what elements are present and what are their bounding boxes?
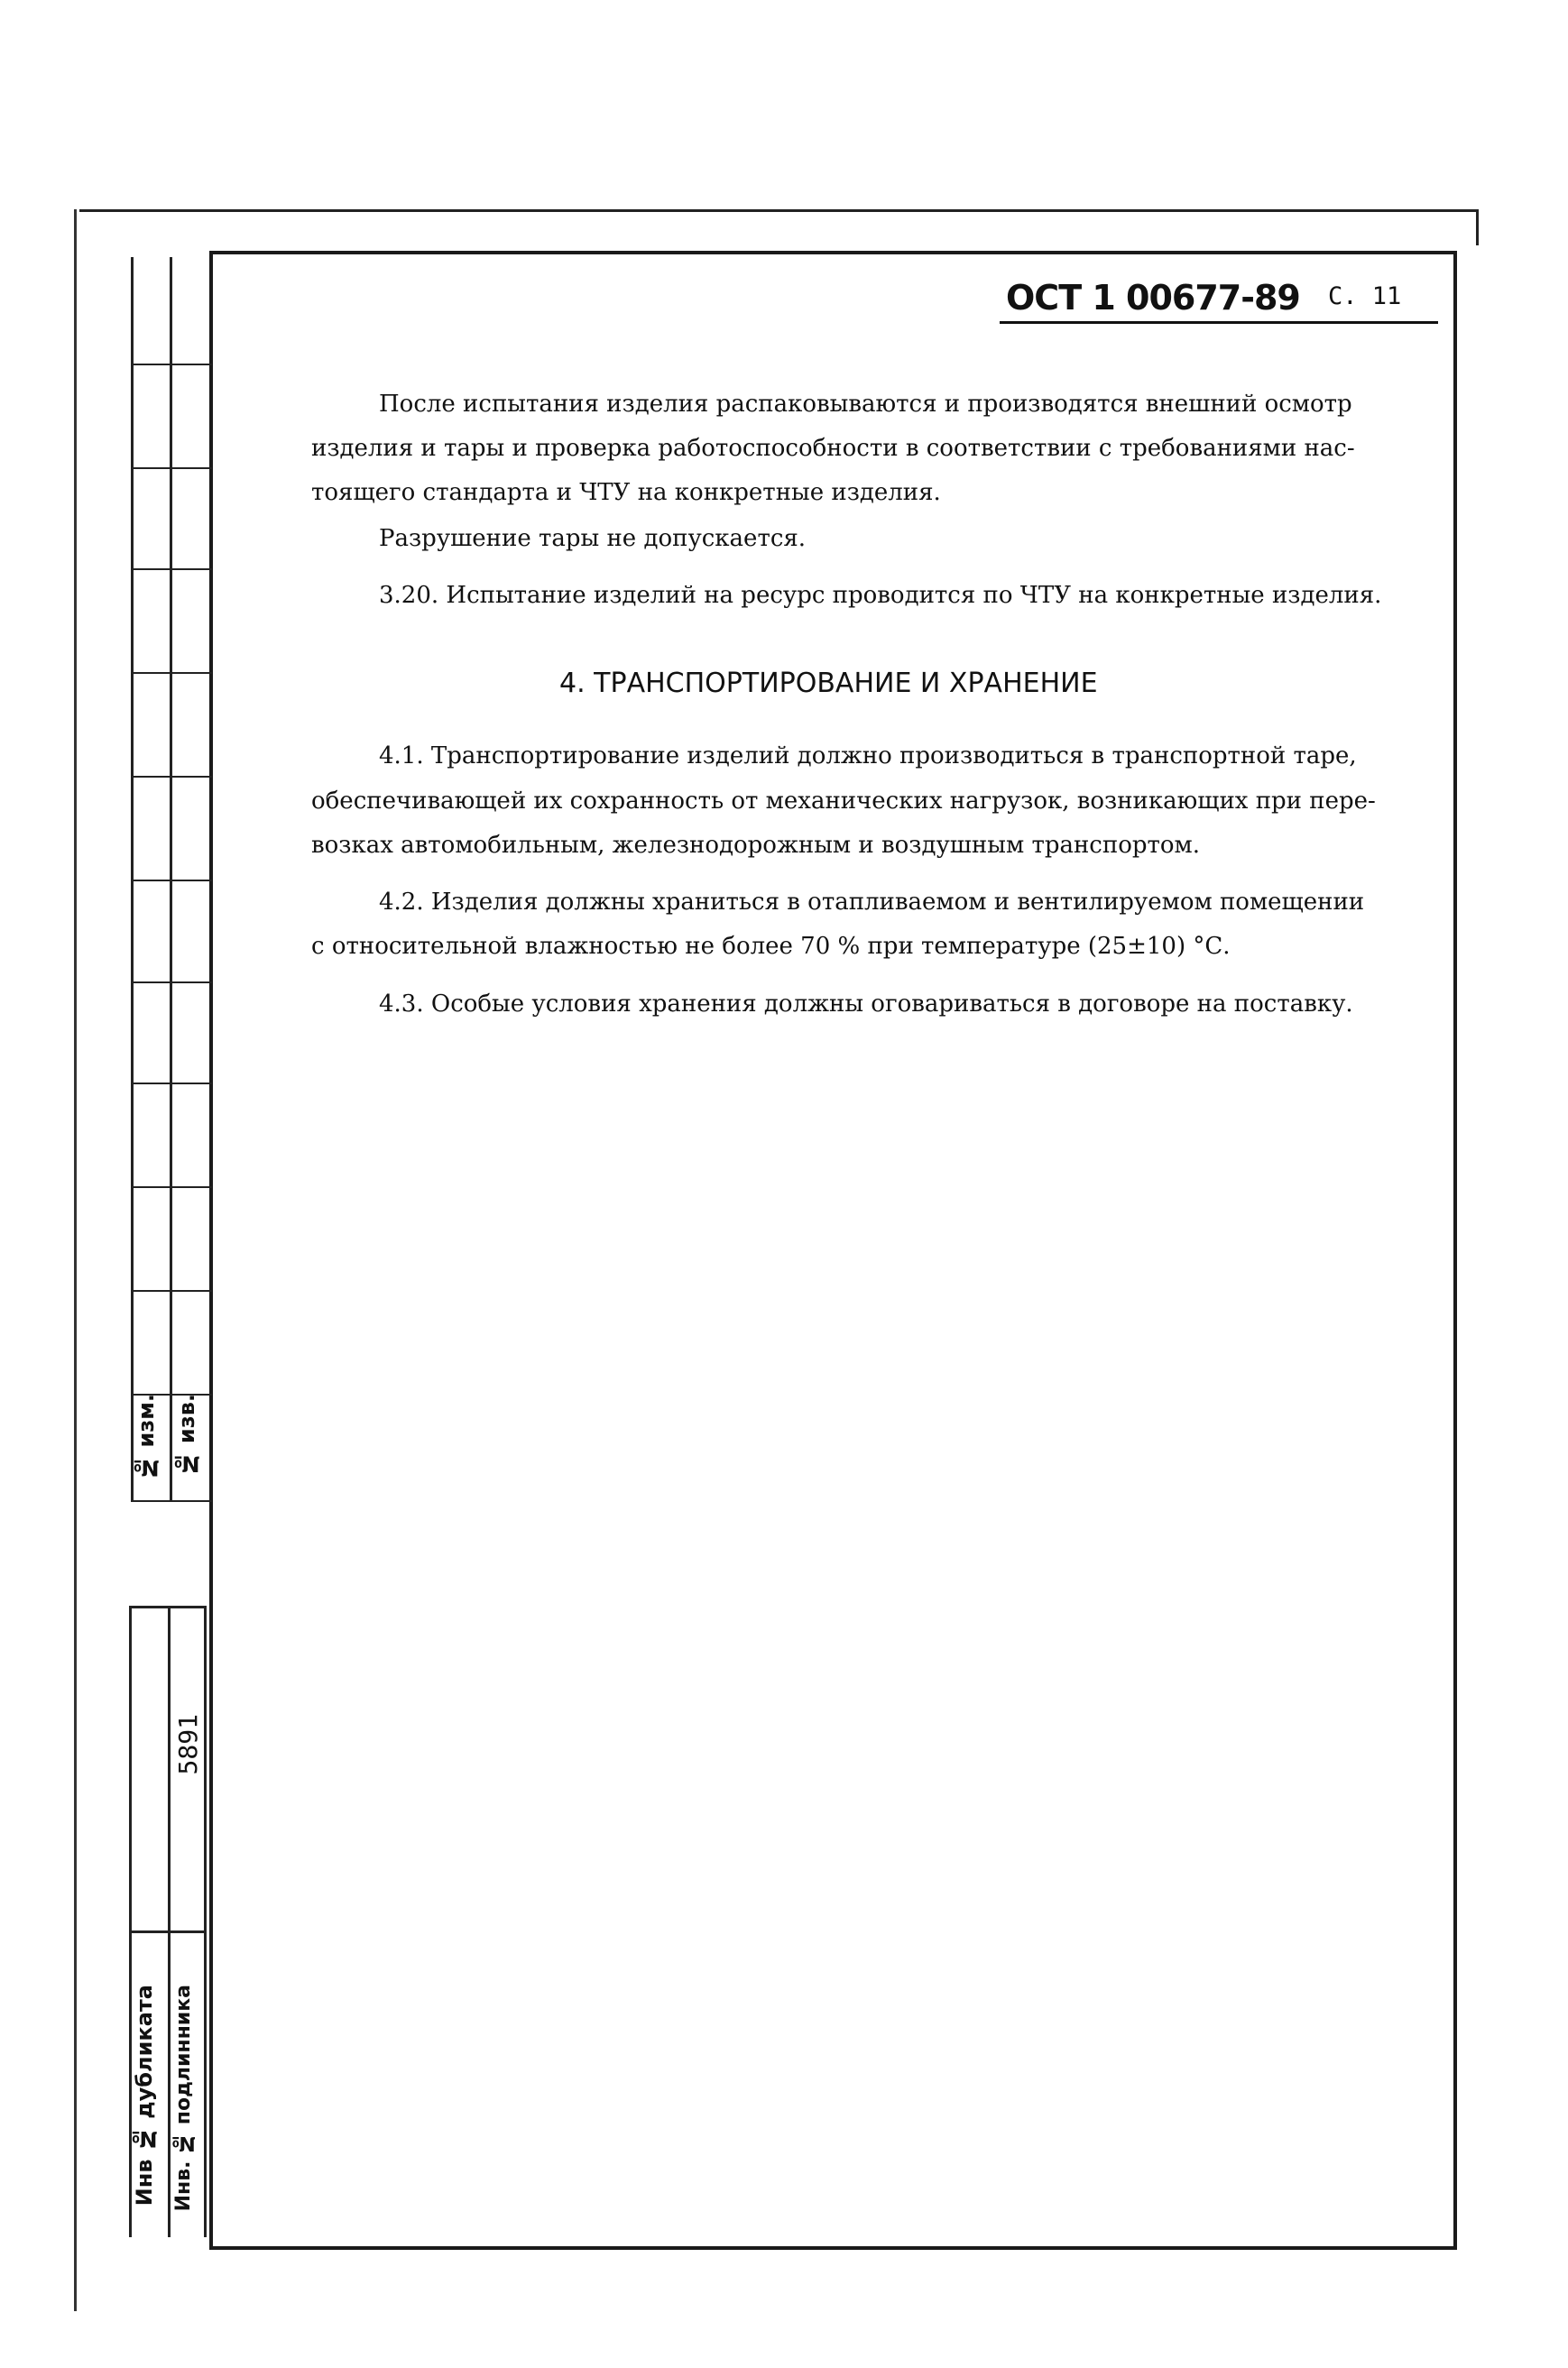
body-line: 4.3. Особые условия хранения должны оговариваться в договоре на поставку. [379,991,1353,1018]
strip-line [131,364,212,365]
body-line: Разрушение тары не допускается. [379,525,807,552]
strip-line [129,1606,207,1608]
strip-line [131,568,212,570]
strip-line [168,1606,171,2237]
page-number: С. 11 [1328,282,1402,310]
outer-frame-right [1476,209,1479,245]
body-line: После испытания изделия распаковываются и производятся внешний осмотр [379,391,1352,418]
label-izv: № изв. [174,1394,199,1477]
body-line: возках автомобильным, железнодорожным и воздушным транспортом. [311,832,1201,859]
strip-line [204,1606,207,2237]
strip-line [131,776,212,778]
strip-line [131,1186,212,1188]
outer-frame-left [74,209,77,2311]
label-izm: № изм. [134,1394,159,1480]
strip-line [129,1930,207,1933]
strip-line [131,880,212,881]
strip-line [131,672,212,674]
strip-line [131,981,212,983]
document-code: ОСТ 1 00677-89 [1006,278,1300,318]
body-line: изделия и тары и проверка работоспособности в соответствии с требованиями нас- [311,435,1355,462]
label-dublikat: Инв № дубликата [132,1985,157,2207]
inv-number: 5891 [173,1714,203,1775]
body-line: тоящего стандарта и ЧТУ на конкретные изделия. [311,479,941,506]
body-line: обеспечивающей их сохранность от механических нагрузок, возникающих при пере- [311,788,1376,815]
strip-line [131,1083,212,1084]
body-line: с относительной влажностью не более 70 % при температуре (25±10) °С. [311,933,1231,960]
body-line: 3.20. Испытание изделий на ресурс проводится по ЧТУ на конкретные изделия. [379,582,1382,609]
label-podlinnik: Инв. № подлинника [172,1985,195,2212]
body-line: 4.1. Транспортирование изделий должно производиться в транспортной таре, [379,742,1357,769]
body-line: 4.2. Изделия должны храниться в отапливаемом и вентилируемом помещении [379,889,1365,916]
section-title: 4. ТРАНСПОРТИРОВАНИЕ И ХРАНЕНИЕ [559,668,1098,699]
strip-line [131,1500,212,1502]
strip-line [131,1290,212,1292]
outer-frame-top [79,209,1478,212]
header-rule [1000,321,1438,324]
strip-line [131,467,212,469]
